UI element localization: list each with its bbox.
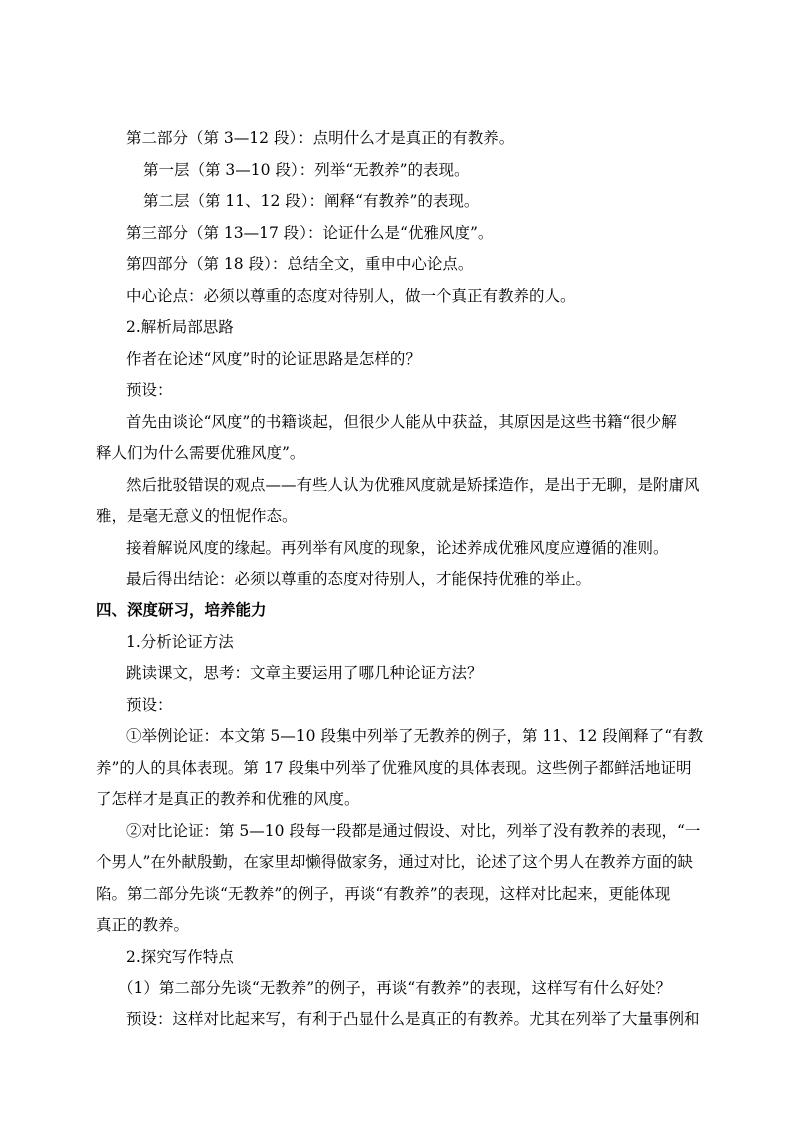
paragraph-line: 了怎样才是真正的教养和优雅的风度。 bbox=[96, 790, 360, 808]
section-heading: 四、深度研习，培养能力 bbox=[96, 601, 267, 619]
paragraph-line: 真正的教养。 bbox=[96, 916, 190, 934]
outline-part-four: 第四部分（第 18 段）：总结全文，重申中心论点。 bbox=[126, 255, 474, 273]
paragraph-line: 养”的人的具体表现。第 17 段集中列举了优雅风度的具体表现。这些例子都鲜活地证明 bbox=[96, 759, 692, 777]
outline-part-two: 第二部分（第 3—12 段）：点明什么才是真正的有教养。 bbox=[126, 129, 515, 147]
outline-part-three: 第三部分（第 13—17 段）：论证什么是“优雅风度”。 bbox=[126, 224, 494, 242]
paragraph-line: 个男人”在外献殷勤，在家里却懒得做家务，通过对比，论述了这个男人在教养方面的缺 bbox=[96, 853, 693, 871]
subheading-argument-methods: 1.分析论证方法 bbox=[126, 633, 234, 651]
preset-label: 预设： bbox=[126, 696, 173, 714]
subheading-writing-features: 2.探究写作特点 bbox=[126, 948, 234, 966]
paragraph-line: 然后批驳错误的观点——有些人认为优雅风度就是矫揉造作，是出于无聊，是附庸风 bbox=[126, 476, 700, 494]
paragraph-line: ①举例论证：本文第 5—10 段集中列举了无教养的例子，第 11、12 段阐释了“有教 bbox=[126, 727, 704, 745]
central-argument: 中心论点：必须以尊重的态度对待别人，做一个真正有教养的人。 bbox=[126, 287, 576, 305]
preset-label: 预设： bbox=[126, 381, 173, 399]
paragraph-line: 最后得出结论：必须以尊重的态度对待别人，才能保持优雅的举止。 bbox=[126, 570, 592, 588]
paragraph-line: ②对比论证：第 5—10 段每一段都是通过假设、对比，列举了没有教养的表现，“一 bbox=[126, 822, 701, 840]
outline-layer-two: 第二层（第 11、12 段）：阐释“有教养”的表现。 bbox=[143, 192, 480, 210]
question-text: 跳读课文，思考：文章主要运用了哪几种论证方法？ bbox=[126, 664, 483, 682]
paragraph-line: 释人们为什么需要优雅风度”。 bbox=[96, 444, 306, 462]
question-text: 作者在论述“风度”时的论证思路是怎样的？ bbox=[126, 350, 421, 368]
paragraph-line: 雅，是毫无意义的忸怩作态。 bbox=[96, 507, 298, 525]
outline-layer-one: 第一层（第 3—10 段）：列举“无教养”的表现。 bbox=[143, 161, 470, 179]
paragraph-line: 陷。第二部分先谈“无教养”的例子，再谈“有教养”的表现，这样对比起来，更能体现 bbox=[96, 885, 671, 903]
paragraph-line: 首先由谈论“风度”的书籍谈起，但很少人能从中获益，其原因是这些书籍“很少解 bbox=[126, 413, 677, 431]
question-text: （1）第二部分先谈“无教养”的例子，再谈“有教养”的表现，这样写有什么好处？ bbox=[118, 979, 672, 997]
paragraph-line: 接着解说风度的缘起。再列举有风度的现象，论述养成优雅风度应遵循的准则。 bbox=[126, 539, 669, 557]
subheading-local-logic: 2.解析局部思路 bbox=[126, 318, 234, 336]
paragraph-line: 预设：这样对比起来写，有利于凸显什么是真正的有教养。尤其在列举了大量事例和 bbox=[126, 1010, 700, 1028]
